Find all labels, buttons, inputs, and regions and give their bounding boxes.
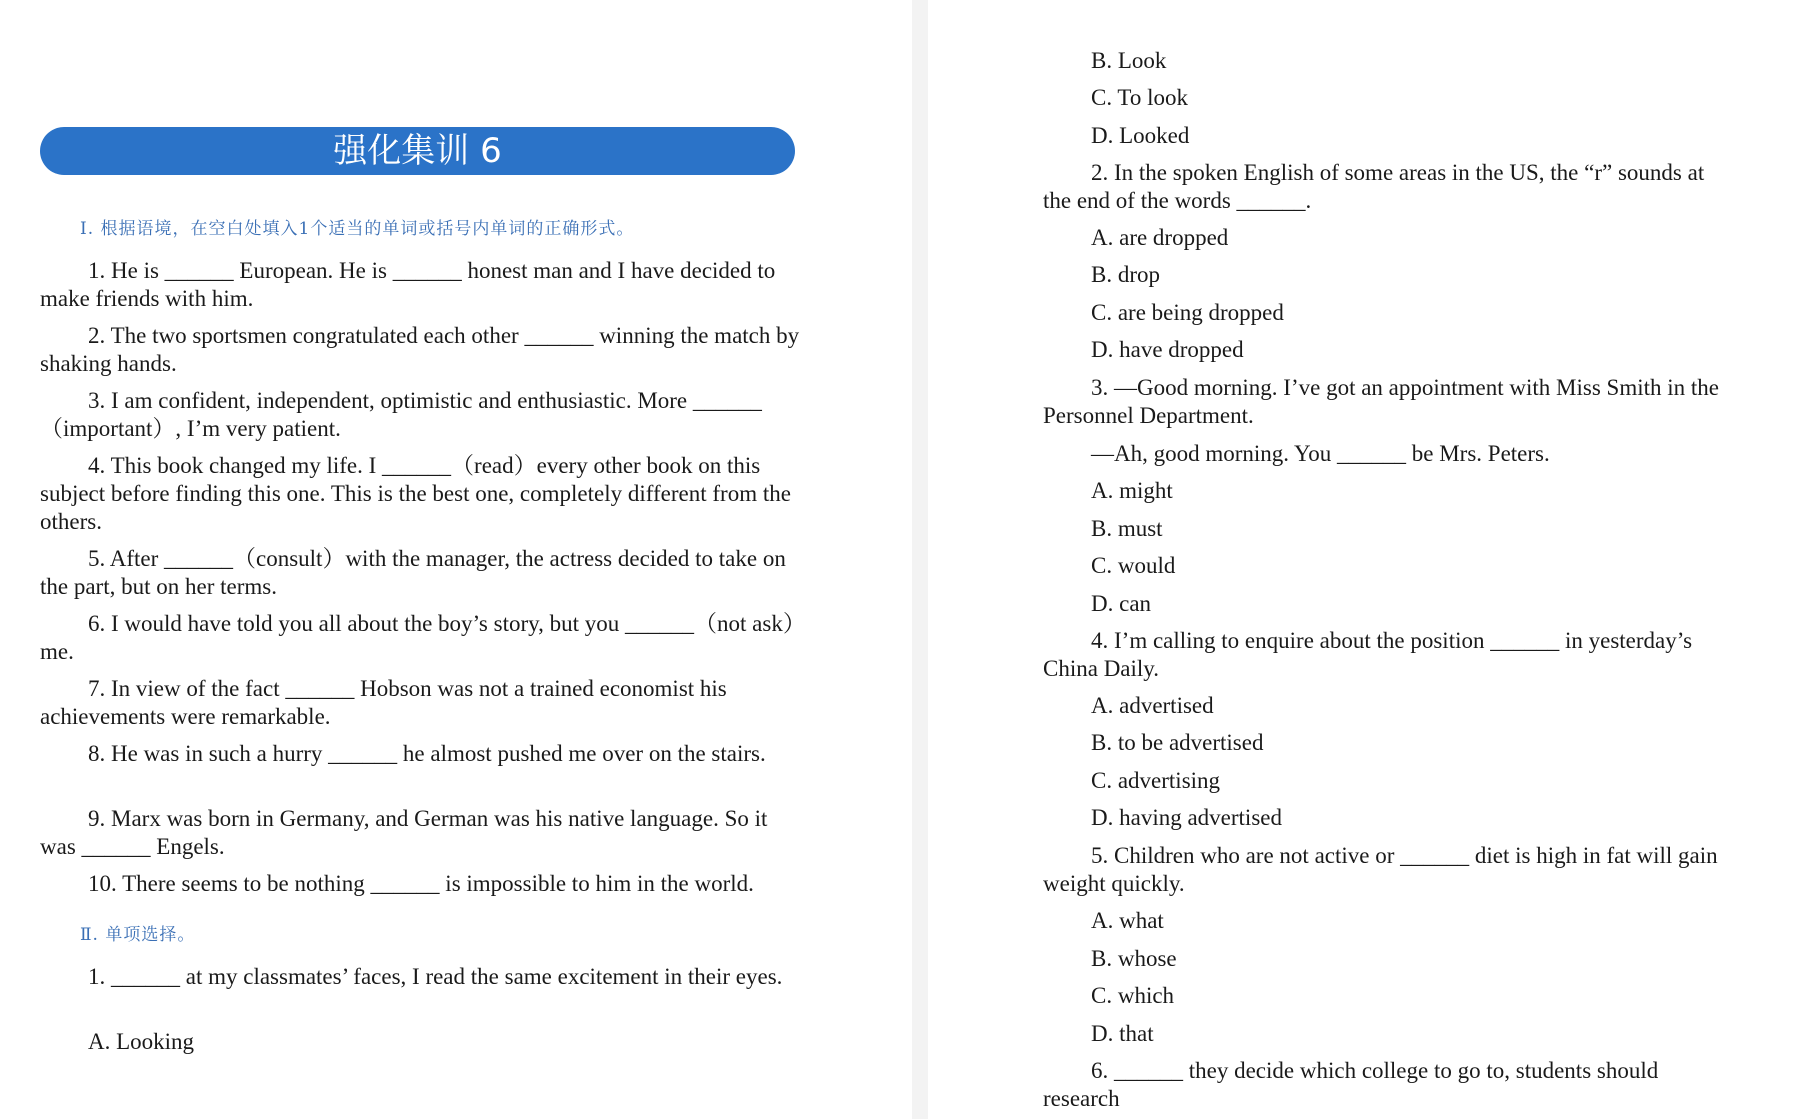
mc-q2-option-a: A. are dropped — [1091, 225, 1229, 250]
mc-q2-option-d: D. have dropped — [1091, 337, 1244, 362]
mc-question-2: 2. In the spoken English of some areas in the US, the “r” sounds at the end of the words ______. — [1043, 160, 1705, 213]
mc-q4-option-c: C. advertising — [1091, 768, 1221, 793]
mc-q1-option-a: A. Looking — [88, 1029, 195, 1054]
mc-q4-option-d: D. having advertised — [1091, 805, 1282, 830]
fill-blank-item-5: 5. After ______（consult）with the manager, the actress decided to take on the part, but on her terms. — [40, 546, 786, 599]
mc-q5-option-b: B. whose — [1091, 946, 1177, 971]
right-page — [928, 0, 1818, 1119]
exercise-title-banner: 强化集训 6 — [40, 127, 795, 175]
mc-q2-option-c: C. are being dropped — [1091, 300, 1284, 325]
page-gutter — [912, 0, 928, 1119]
section-2-heading: Ⅱ. 单项选择。 — [80, 925, 196, 945]
fill-blank-item-10: 10. There seems to be nothing ______ is impossible to him in the world. — [88, 871, 754, 896]
mc-q1-option-d: D. Looked — [1091, 123, 1190, 148]
mc-question-4: 4. I’m calling to enquire about the position ______ in yesterday’s China Daily. — [1043, 628, 1693, 681]
fill-blank-item-6: 6. I would have told you all about the boy’s story, but you ______（not ask）me. — [40, 611, 795, 664]
mc-question-5: 5. Children who are not active or ______ diet is high in fat will gain weight quickly. — [1043, 843, 1718, 896]
mc-q4-option-a: A. advertised — [1091, 693, 1214, 718]
mc-q3-option-b: B. must — [1091, 516, 1163, 541]
fill-blank-item-4: 4. This book changed my life. I ______（read）every other book on this subject before finding this one. This is the best one, completely different from the others. — [40, 453, 791, 534]
fill-blank-item-8: 8. He was in such a hurry ______ he almost pushed me over on the stairs. — [88, 741, 766, 766]
section-1-heading: Ⅰ. 根据语境，在空白处填入1个适当的单词或括号内单词的正确形式。 — [80, 219, 635, 239]
mc-q1-option-c: C. To look — [1091, 85, 1189, 110]
mc-q5-option-d: D. that — [1091, 1021, 1154, 1046]
mc-question-1: 1. ______ at my classmates’ faces, I read the same excitement in their eyes. — [88, 964, 783, 989]
mc-q1-option-b: B. Look — [1091, 48, 1167, 73]
fill-blank-item-7: 7. In view of the fact ______ Hobson was not a trained economist his achievements were remarkable. — [40, 676, 727, 729]
fill-blank-item-1: 1. He is ______ European. He is ______ honest man and I have decided to make friends with him. — [40, 258, 776, 311]
mc-q3-option-a: A. might — [1091, 478, 1173, 503]
mc-q2-option-b: B. drop — [1091, 262, 1160, 287]
mc-question-6: 6. ______ they decide which college to go to, students should research — [1043, 1058, 1659, 1111]
fill-blank-item-3: 3. I am confident, independent, optimistic and enthusiastic. More ______（important）, I’m very patient. — [40, 388, 762, 441]
mc-q5-option-c: C. which — [1091, 983, 1175, 1008]
mc-question-3: 3. —Good morning. I’ve got an appointment with Miss Smith in the Personnel Department. — [1043, 375, 1719, 428]
mc-q3-option-c: C. would — [1091, 553, 1176, 578]
fill-blank-item-9: 9. Marx was born in Germany, and German was his native language. So it was ______ Engels. — [40, 806, 768, 859]
mc-q5-option-a: A. what — [1091, 908, 1164, 933]
mc-q3-option-d: D. can — [1091, 591, 1152, 616]
fill-blank-item-2: 2. The two sportsmen congratulated each other ______ winning the match by shaking hands. — [40, 323, 800, 376]
mc-q4-option-b: B. to be advertised — [1091, 730, 1264, 755]
mc-q3-reply: —Ah, good morning. You ______ be Mrs. Peters. — [1091, 441, 1550, 466]
